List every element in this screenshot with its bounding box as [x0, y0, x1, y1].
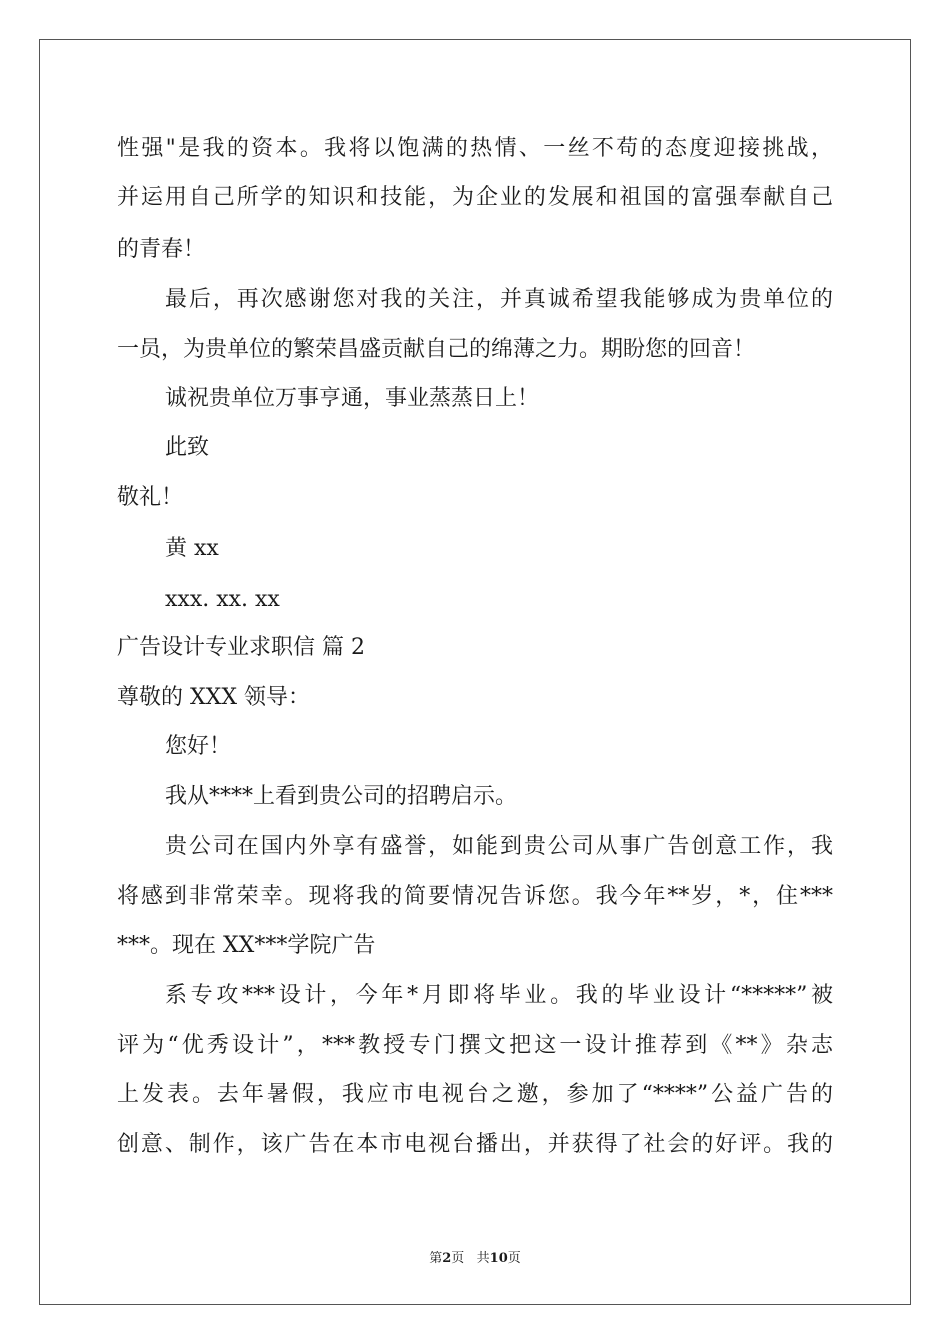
paragraph-line: ***。现在 XX***学院广告 — [117, 933, 376, 958]
signature-date: xxx. xx. xx — [165, 587, 280, 612]
section-heading: 广告设计专业求职信 篇 2 — [117, 635, 365, 660]
paragraph-line: 最后，再次感谢您对我的关注，并真诚希望我能够成为贵单位的 — [165, 287, 833, 312]
paragraph-line: 并运用自己所学的知识和技能，为企业的发展和祖国的富强奉献自己 — [117, 185, 833, 210]
paragraph-line: 的青春！ — [117, 237, 206, 262]
paragraph-line: 评为“优秀设计”，***教授专门撰文把这一设计推荐到《**》杂志 — [117, 1033, 833, 1058]
paragraph-line: 上发表。去年暑假，我应市电视台之邀，参加了“****”公益广告的 — [117, 1082, 833, 1107]
paragraph-line: 系专攻***设计，今年*月即将毕业。我的毕业设计“*****”被 — [165, 983, 833, 1008]
page-border — [39, 39, 911, 1305]
closing-wish: 诚祝贵单位万事亨通，事业蒸蒸日上！ — [165, 386, 540, 411]
paragraph-line: 创意、制作，该广告在本市电视台播出，并获得了社会的好评。我的 — [117, 1132, 833, 1157]
salutation-jingli: 敬礼！ — [117, 485, 184, 510]
salutation-cizhi: 此致 — [165, 435, 210, 460]
greeting-recipient: 尊敬的 XXX 领导： — [117, 685, 310, 710]
footer-prefix: 第 — [429, 1251, 443, 1266]
paragraph-line: 一员，为贵单位的繁荣昌盛贡献自己的绵薄之力。期盼您的回音！ — [117, 337, 756, 362]
footer-suffix: 页 — [507, 1251, 521, 1266]
footer-total-pages: 10 — [489, 1251, 508, 1266]
signature-name: 黄 xx — [165, 536, 219, 561]
page-footer — [0, 1247, 950, 1266]
footer-page-number: 2 — [442, 1251, 452, 1266]
paragraph-line: 贵公司在国内外享有盛誉，如能到贵公司从事广告创意工作，我 — [165, 834, 833, 859]
paragraph-line: 将感到非常荣幸。现将我的简要情况告诉您。我今年**岁，*，住*** — [117, 884, 833, 909]
paragraph-line: 性强"是我的资本。我将以饱满的热情、一丝不苟的态度迎接挑战， — [117, 136, 833, 161]
paragraph-line: 我从****上看到贵公司的招聘启示。 — [165, 784, 518, 809]
footer-middle: 页 共 — [451, 1251, 490, 1266]
greeting-hello: 您好！ — [165, 734, 232, 759]
